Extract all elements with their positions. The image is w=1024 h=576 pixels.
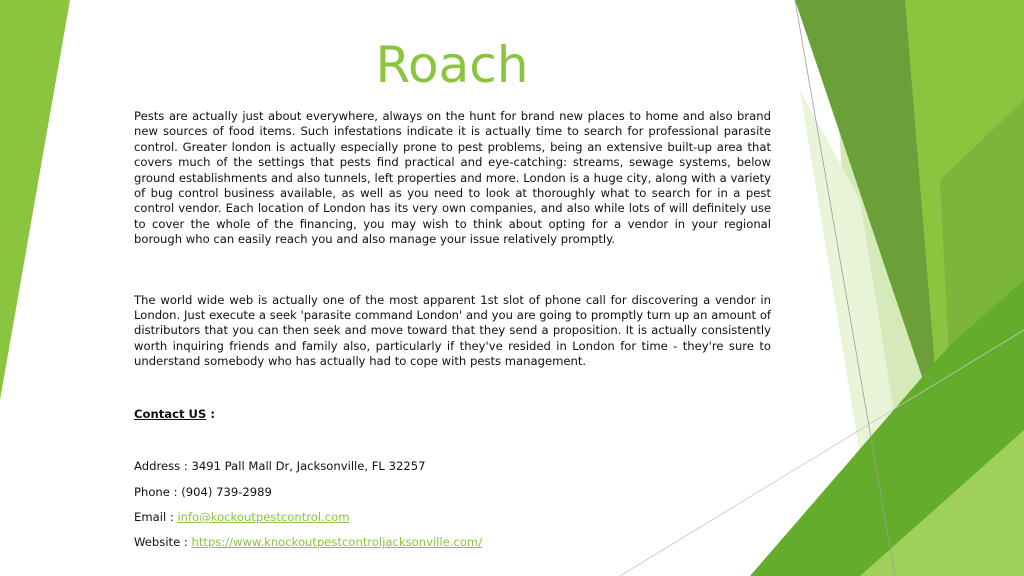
content-body	[134, 109, 771, 551]
contact-heading-label: Contact US	[134, 406, 207, 421]
email-label: Email :	[134, 509, 178, 524]
email-line	[134, 510, 771, 525]
phone-value: (904) 739-2989	[181, 484, 272, 499]
paragraph-1: Pests are actually just about everywhere, always on the hunt for brand new places to home and also brand new sources of food items. Such infestations indicate it is actually time to search for professional parasite control. Greater london is actually especially prone to pest problems, being an extensive built-up area that covers much of the settings that pests find practical and eye-catching: streams, sewage systems, below ground establishments and also tunnels, left properties and more. London is a huge city, along with a variety of bug control business available, as well as you need to look at thoroughly what to search for in a pest control vendor. Each location of London has its very own companies, and also while lots of will definitely use to cover the whole of the financing, you may wish to think about opting for a vendor in your regional borough who can easily reach you and also manage your issue relatively promptly.	[134, 109, 771, 247]
website-label: Website :	[134, 535, 192, 550]
website-link[interactable]: https://www.knockoutpestcontroljacksonville.com/	[191, 535, 483, 550]
phone-label: Phone :	[134, 484, 182, 499]
address-label: Address :	[134, 459, 192, 474]
address-line	[134, 459, 771, 474]
website-line	[134, 535, 771, 550]
email-link[interactable]: info@kockoutpestcontrol.com	[177, 509, 350, 524]
contact-heading	[134, 407, 771, 422]
contact-heading-suffix: :	[206, 406, 215, 421]
paragraph-2: The world wide web is actually one of the most apparent 1st slot of phone call for discovering a vendor in London. Just execute a seek 'parasite command London' and you are going to promptly turn up an amount of distributors that you can then seek and move toward that they send a proposition. It is actually consistently worth inquiring friends and family also, particularly if they've resided in London for time - they're sure to understand somebody who has actually had to cope with pests management.	[134, 292, 771, 369]
phone-line	[134, 485, 771, 500]
address-value: 3491 Pall Mall Dr, Jacksonville, FL 32257	[191, 459, 426, 474]
page-title: Roach	[375, 36, 529, 94]
